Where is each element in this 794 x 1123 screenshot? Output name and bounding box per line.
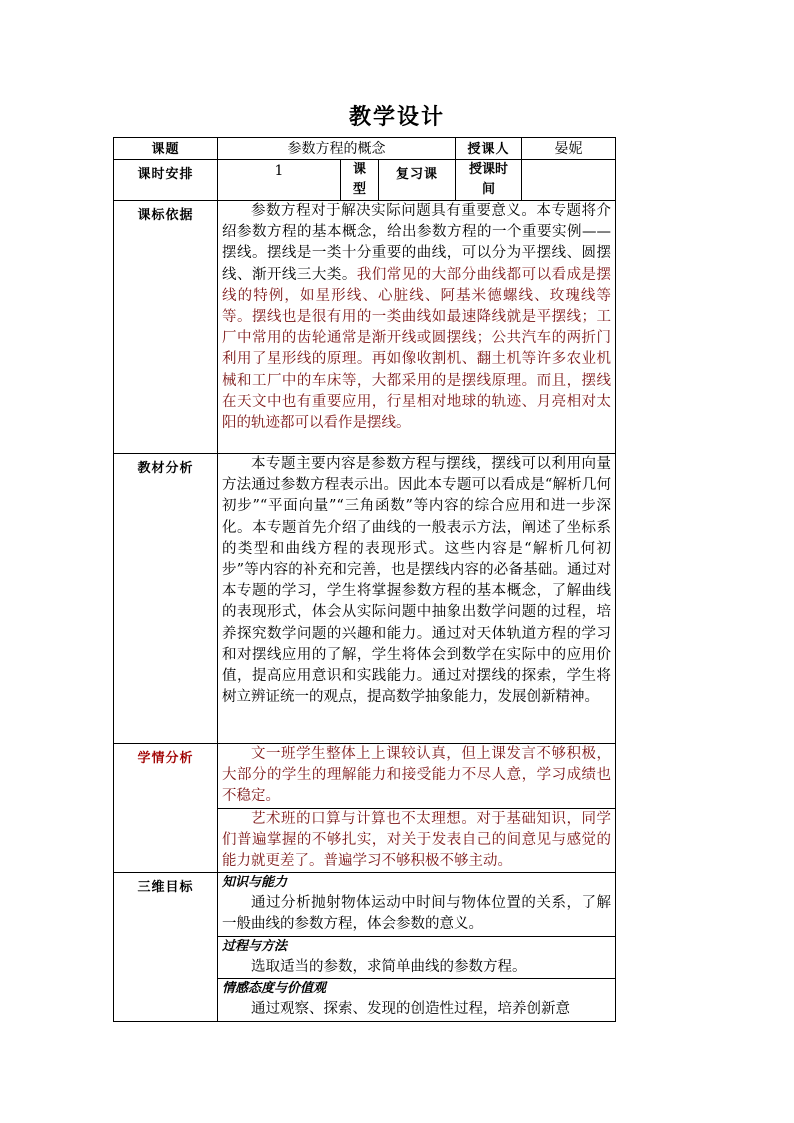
row-schedule <box>114 160 616 201</box>
time-label-line-1: 授课时 <box>469 162 509 177</box>
row-topic <box>114 138 616 160</box>
students-content-1 <box>218 744 616 809</box>
type-label <box>341 160 379 201</box>
teacher-value: 晏妮 <box>522 138 616 160</box>
row-textbook <box>114 454 616 744</box>
textbook-content <box>218 454 616 744</box>
process-paragraph: 选取适当的参数，求简单曲线的参数方程。 <box>251 959 527 976</box>
emotion-paragraph: 通过观察、探索、发现的创造性过程，培养创新意 <box>251 1001 570 1018</box>
topic-value: 参数方程的概念 <box>218 138 456 160</box>
basis-content <box>218 201 616 454</box>
time-label-line-2: 间 <box>482 182 496 197</box>
lesson-plan-table <box>113 137 616 1022</box>
process-heading: 过程与方法 <box>222 939 288 955</box>
schedule-value: 1 <box>218 160 341 201</box>
type-value: 复习课 <box>379 160 456 201</box>
textbook-label: 教材分析 <box>114 454 218 744</box>
schedule-label: 课时安排 <box>114 160 218 201</box>
goals-knowledge-content <box>218 873 616 937</box>
basis-label: 课标依据 <box>114 201 218 454</box>
emotion-heading: 情感态度与价值观 <box>222 981 327 997</box>
students-paragraph-1: 文一班学生整体上上课较认真，但上课发言不够积极，大部分的学生的理解能力和接受能力不尽人意，学习成绩也不稳定。 <box>222 746 612 805</box>
goals-label: 三维目标 <box>114 873 218 1022</box>
knowledge-paragraph: 通过分析抛射物体运动中时间与物体位置的关系，了解一般曲线的参数方程，体会参数的意义。 <box>222 895 612 933</box>
knowledge-heading: 知识与能力 <box>222 875 288 891</box>
row-basis <box>114 201 616 454</box>
textbook-paragraph: 本专题主要内容是参数方程与摆线，摆线可以利用向量方法通过参数方程表示出。因此本专题可以看成是“解析几何初步”“平面向量”“三角函数”等内容的综合应用和进一步深化。本专题首先介绍了曲线的一般表示方法，阐述了坐标系的类型和曲线方程的表现形式。这些内容是“解析几何初步”等内容的补充和完善，也是摆线内容的必备基础。通过对本专题的学习，学生将掌握参数方程的基本概念，了解曲线的表现形式，体会从实际问题中抽象出数学问题的过程，培养探究数学问题的兴趣和能力。通过对天体轨道方程的学习和对摆线应用的了解，学生将体会到数学在实际中的应用价值，提高应用意识和实践能力。通过对摆线的探索，学生将树立辨证统一的观点，提高数学抽象能力，发展创新精神。 <box>222 456 612 706</box>
type-label-line-1: 课 <box>352 162 366 177</box>
students-label: 学情分析 <box>114 744 218 873</box>
students-content-2 <box>218 808 616 873</box>
teacher-label: 授课人 <box>456 138 522 160</box>
goals-process-content <box>218 937 616 979</box>
basis-paragraph <box>222 201 611 434</box>
students-paragraph-2: 艺术班的口算与计算也不太理想。对于基础知识，同学们普遍掌握的不够扎实，对关于发表自己的间意见与感觉的能力就更差了。普遍学习不够积极不够主动。 <box>222 810 612 870</box>
row-goals-knowledge <box>114 873 616 937</box>
basis-text-part-1: 参数方程对于解决实际问题具有重要意义。本专题将介绍参数方程的基本概念，给出参数方程的一个重要实例——摆线。摆线是一类十分重要的曲线，可以分为平摆线、圆摆线、渐开线三大类。 <box>222 203 612 283</box>
row-students-1 <box>114 744 616 809</box>
time-value <box>522 160 616 201</box>
topic-label: 课题 <box>114 138 218 160</box>
type-label-line-2: 型 <box>352 182 366 197</box>
time-label <box>456 160 522 201</box>
goals-emotion-content <box>218 979 616 1022</box>
basis-text-part-2: 我们常见的大部分曲线都可以看成是摆线的特例，如星形线、心脏线、阿基米德螺线、玫瑰线等等。摆线也是很有用的一类曲线如最速降线就是平摆线；工厂中常用的齿轮通常是渐开线或圆摆线；公共汽车的两折门利用了星形线的原理。再如像收割机、翻土机等许多农业机械和工厂中的车床等，大都采用的是摆线原理。而且，摆线在天文中也有重要应用，行星相对地球的轨迹、月亮相对太阳的轨迹都可以看作是摆线。 <box>222 266 612 432</box>
document-title: 教学设计 <box>348 104 445 130</box>
